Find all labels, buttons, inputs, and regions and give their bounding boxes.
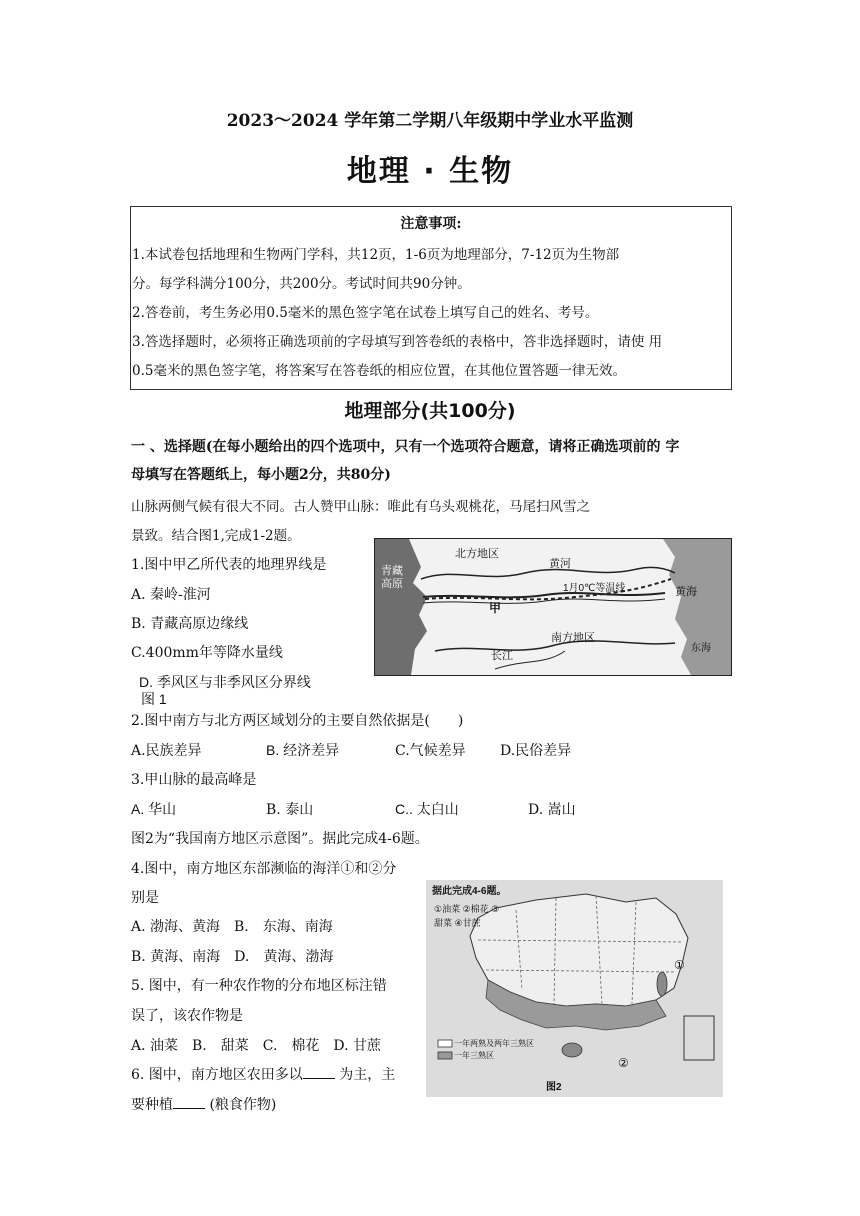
notice-line: 1.本试卷包括地理和生物两门学科，共12页，1-6页为地理部分，7-12页为生物部 xyxy=(132,247,620,263)
question-1-option-b: B. 青藏高原边缘线 xyxy=(131,616,249,632)
figure-2-sea-2: ② xyxy=(618,1056,629,1070)
subject-title: 地理 · 生物 xyxy=(346,154,514,189)
question-6-text: 要种植 xyxy=(131,1097,173,1113)
map-label-yellow-sea: 黄海 xyxy=(675,586,697,598)
figure-2-sea-1: ① xyxy=(674,958,685,972)
question-1-option-d: D. 季风区与非季风区分界线 xyxy=(139,674,311,690)
map-label-yangtze: 长江 xyxy=(491,650,513,662)
map-label-plateau: 青藏高原 xyxy=(381,565,403,590)
question-3-stem: 3.甲山脉的最高峰是 xyxy=(131,772,257,788)
question-6-text: (粮食作物) xyxy=(209,1097,277,1113)
question-2-stem: 2.图中南方与北方两区域划分的主要自然依据是( ) xyxy=(131,713,464,729)
part-title: 地理部分(共100分) xyxy=(344,400,516,422)
intro-text: 景致。结合图1,完成1-2题。 xyxy=(131,528,301,544)
figure-2-legend-1: 一年两熟及两年三熟区 xyxy=(454,1039,534,1048)
figure-2-legend-crops: ①油菜 ②棉花 ③甜菜 ④甘蔗 xyxy=(434,904,500,928)
question-5-stem: 误了，该农作物是 xyxy=(131,1008,243,1024)
figure-2-map xyxy=(426,880,723,1097)
section-instruction: 一 、选择题(在每小题给出的四个选项中，只有一个选项符合题意，请将正确选项前的 字 xyxy=(131,439,680,455)
question-6-text: 为主，主 xyxy=(339,1067,396,1083)
notice-line: 2.答卷前，考生务必用0.5毫米的黑色签字笔在试卷上填写自己的姓名、考号。 xyxy=(132,305,599,321)
question-3-option-d: D. 嵩山 xyxy=(528,802,576,818)
figure-1-caption: 图 1 xyxy=(141,691,167,707)
question-6-stem xyxy=(131,1064,395,1084)
figure-1-map xyxy=(374,538,732,676)
notice-line: 分。每学科满分100分，共200分。考试时间共90分钟。 xyxy=(132,276,471,292)
notice-line: 0.5毫米的黑色签字笔，将答案写在答卷纸的相应位置，在其他位置答题一律无效。 xyxy=(132,363,626,379)
question-5-stem: 5. 图中，有一种农作物的分布地区标注错 xyxy=(131,978,387,994)
notice-box xyxy=(130,206,732,390)
question-2-option-d: D.民俗差异 xyxy=(500,743,572,759)
question-1-option-c: C.400mm年等降水量线 xyxy=(131,645,283,661)
question-2-option-b: B. 经济差异 xyxy=(266,742,340,758)
section-instruction: 母填写在答题纸上，每小题2分，共80分) xyxy=(131,467,391,483)
figure-2-caption: 图2 xyxy=(546,1082,562,1093)
question-3-option-c: C.. 太白山 xyxy=(395,801,459,817)
figure-2-legend-2: 一年三熟区 xyxy=(454,1051,494,1060)
map-label-jia: 甲 xyxy=(489,601,502,615)
exam-title: 2023～2024 学年第二学期八年级期中学业水平监测 xyxy=(226,111,634,131)
map-label-yellow-river: 黄河 xyxy=(549,558,571,570)
question-4-options: A. 渤海、黄海 B. 东海、南海 xyxy=(131,919,333,935)
question-2-option-a: A.民族差异 xyxy=(131,743,202,759)
question-4-stem: 4.图中，南方地区东部濒临的海洋①和②分 xyxy=(131,861,397,877)
figure-2-top-text: 据此完成4-6题。 xyxy=(432,886,507,897)
question-3-option-b: B. 泰山 xyxy=(266,802,314,818)
map-label-north: 北方地区 xyxy=(455,548,499,560)
map-label-east-sea: 东海 xyxy=(691,643,711,654)
notice-line: 3.答选择题时，必须将正确选项前的字母填写到答卷纸的表格中，答非选择题时，请使 用 xyxy=(132,334,663,350)
map-label-isotherm: 1月0℃等温线 xyxy=(563,583,626,594)
intro-text: 图2为“我国南方地区示意图”。据此完成4-6题。 xyxy=(131,831,429,847)
question-1-option-a: A. 秦岭-淮河 xyxy=(131,587,211,603)
intro-text: 山脉两侧气候有很大不同。古人赞甲山脉：唯此有乌头观桃花，马尾扫风雪之 xyxy=(131,499,590,515)
question-5-options: A. 油菜 B. 甜菜 C. 棉花 D. 甘蔗 xyxy=(131,1038,382,1054)
question-6-stem xyxy=(131,1094,276,1114)
question-1-stem: 1.图中甲乙所代表的地理界线是 xyxy=(131,557,327,573)
map-label-south: 南方地区 xyxy=(551,632,595,644)
notice-heading: 注意事项: xyxy=(400,216,462,232)
question-3-option-a: A. 华山 xyxy=(131,801,177,817)
question-6-text: 6. 图中，南方地区农田多以 xyxy=(131,1067,303,1083)
answer-blank xyxy=(173,1096,205,1109)
question-4-stem: 别是 xyxy=(131,890,159,906)
question-2-option-c: C.气候差异 xyxy=(395,743,466,759)
answer-blank xyxy=(303,1066,335,1079)
question-4-options: B. 黄海、南海 D. 黄海、渤海 xyxy=(131,949,334,965)
